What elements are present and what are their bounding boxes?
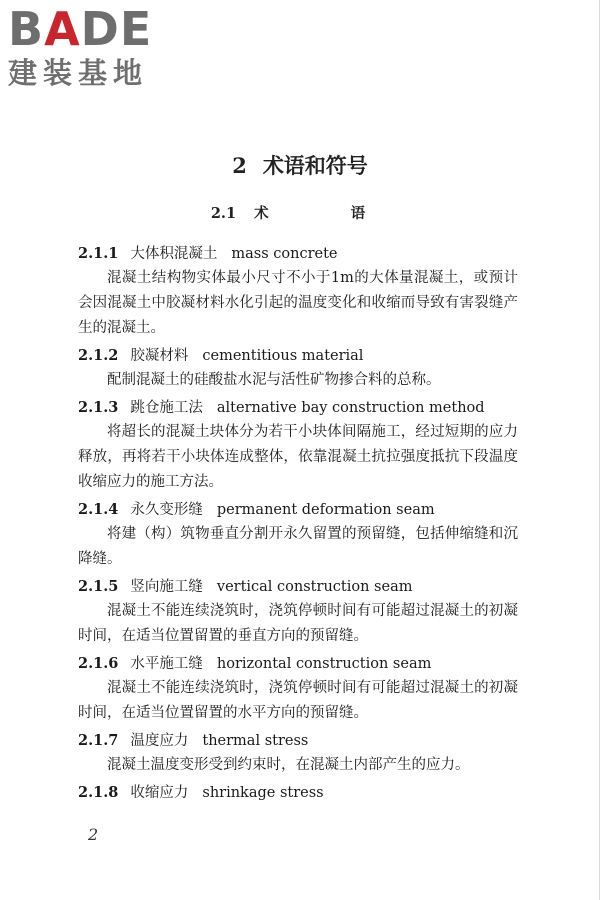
term-chinese: 温度应力 (130, 733, 189, 749)
term-chinese: 水平施工缝 (130, 656, 203, 672)
chapter-title (0, 150, 600, 180)
term-chinese: 收缩应力 (130, 785, 189, 801)
term-entry (78, 780, 518, 805)
term-entry (78, 497, 518, 572)
section-name: 术 语 (254, 205, 390, 222)
term-chinese: 跳仓施工法 (130, 400, 203, 416)
section-title (0, 202, 600, 223)
term-definition: 将超长的混凝土块体分为若干小块体间隔施工，经过短期的应力释放，再将若干小块体连成整体，依靠混凝土抗拉强度抵抗下段温度收缩应力的施工方法。 (78, 424, 518, 490)
term-entry (78, 728, 518, 778)
page-number: 2 (88, 825, 99, 844)
term-number: 2.1.5 (78, 578, 119, 595)
term-english: cementitious material (202, 348, 364, 364)
term-definition: 配制混凝土的硅酸盐水泥与活性矿物掺合料的总称。 (107, 372, 441, 388)
term-chinese: 竖向施工缝 (130, 579, 203, 595)
term-definition: 混凝土不能连续浇筑时，浇筑停顿时间有可能超过混凝土的初凝时间，在适当位置留置的垂直方向的预留缝。 (78, 603, 518, 644)
terms-list (78, 241, 518, 807)
logo-chinese-text: 建装基地 (8, 56, 149, 90)
term-definition: 将建（构）筑物垂直分割开永久留置的预留缝，包括伸缩缝和沉降缝。 (78, 526, 518, 567)
term-english: alternative bay construction method (216, 400, 485, 416)
term-number: 2.1.8 (78, 784, 119, 801)
term-chinese: 永久变形缝 (130, 502, 203, 518)
term-english: mass concrete (231, 246, 338, 262)
term-number: 2.1.6 (78, 655, 119, 672)
term-number: 2.1.4 (78, 501, 119, 518)
term-entry (78, 343, 518, 393)
section-number: 2.1 (210, 205, 237, 222)
term-chinese: 胶凝材料 (130, 348, 189, 364)
term-number: 2.1.1 (78, 245, 119, 262)
term-number: 2.1.7 (78, 732, 119, 749)
bade-logo (8, 4, 178, 90)
term-entry (78, 651, 518, 726)
chapter-number: 2 (232, 153, 247, 178)
term-definition: 混凝土结构物实体最小尺寸不小于1m的大体量混凝土，或预计会因混凝土中胶凝材料水化引起的温度变化和收缩而导致有害裂缝产生的混凝土。 (78, 270, 518, 336)
term-english: shrinkage stress (202, 785, 324, 801)
term-entry (78, 241, 518, 341)
term-english: horizontal construction seam (216, 656, 432, 672)
term-entry (78, 574, 518, 649)
term-definition: 混凝土温度变形受到约束时，在混凝土内部产生的应力。 (107, 757, 470, 773)
term-entry (78, 395, 518, 495)
term-definition: 混凝土不能连续浇筑时，浇筑停顿时间有可能超过混凝土的初凝时间，在适当位置留置的水平方向的预留缝。 (78, 680, 518, 721)
term-english: permanent deformation seam (216, 502, 435, 518)
term-chinese: 大体积混凝土 (130, 246, 218, 262)
term-english: vertical construction seam (216, 579, 413, 595)
term-english: thermal stress (202, 733, 309, 749)
term-number: 2.1.2 (78, 347, 119, 364)
chapter-name: 术语和符号 (262, 153, 368, 178)
term-number: 2.1.3 (78, 399, 119, 416)
logo-wordmark: BADE (8, 2, 153, 56)
